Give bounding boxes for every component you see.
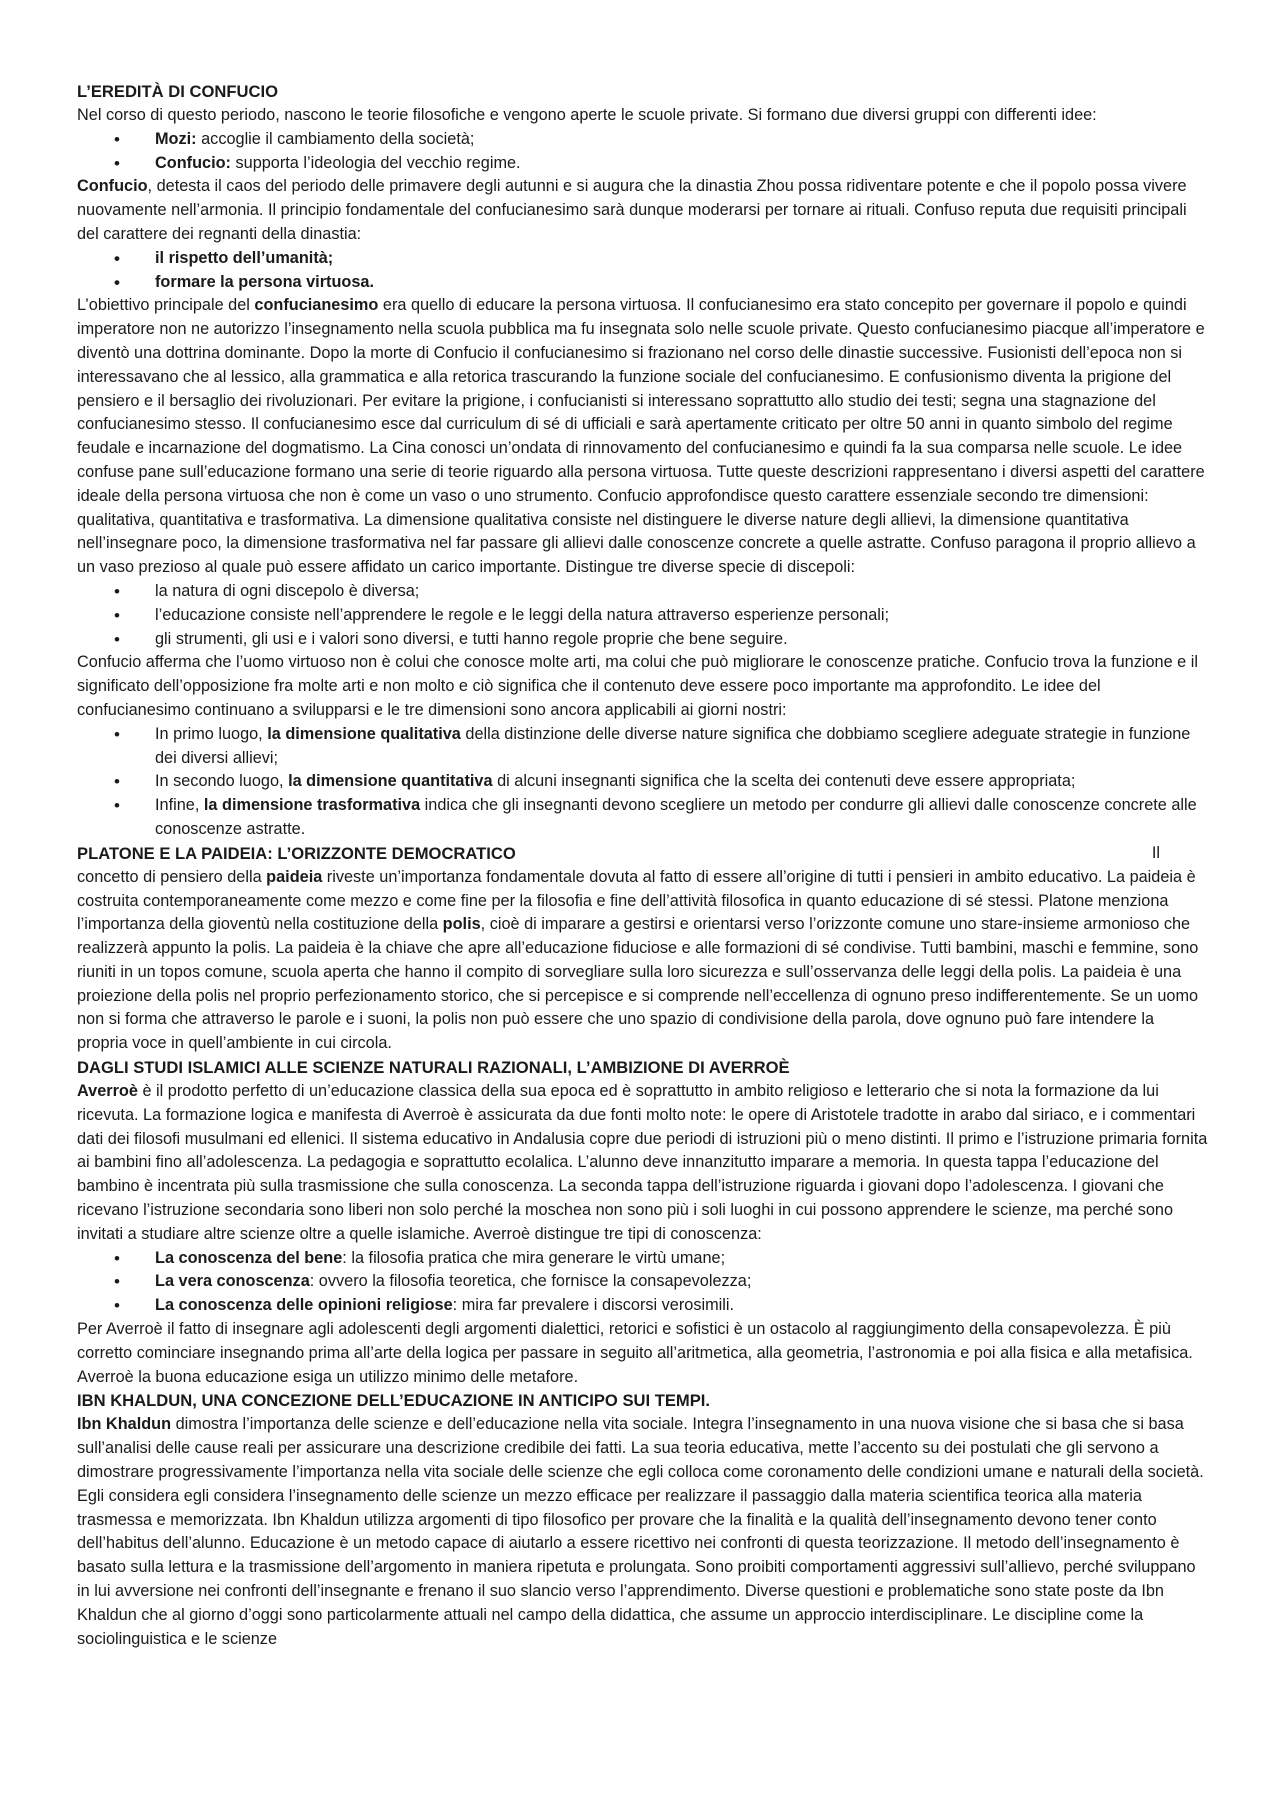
paragraph-text: , detesta il caos del periodo delle primavere degli autunni e si augura che la dinastia Zhou possa ridiventare potente e che il popolo possa vivere nuovamente nell’armonia. Il principio fondamentale del confucianesimo sarà dunque moderarsi per tornare ai rituali. Confuso reputa due requisiti principali del carattere dei regnanti della dinastia:: [77, 177, 1187, 243]
bullet-list-groups: [77, 128, 1208, 176]
paragraph: [77, 1413, 1208, 1651]
list-item-text: accoglie il cambiamento della società;: [196, 129, 475, 148]
paragraph-text: L’obiettivo principale del: [77, 296, 255, 315]
bold-term: La conoscenza del bene: [155, 1248, 343, 1267]
bold-term: polis: [442, 915, 481, 934]
bold-term: confucianesimo: [254, 296, 379, 315]
list-item: [155, 723, 1208, 771]
list-item-text: della distinzione delle diverse nature significa che dobbiamo scegliere adeguate strategie in funzione dei diversi allievi;: [155, 724, 1191, 767]
paragraph-text: concetto di pensiero della: [77, 867, 267, 886]
bold-term: Confucio:: [155, 153, 231, 172]
section-title-khaldun: IBN KHALDUN, UNA CONCEZIONE DELL’EDUCAZIONE IN ANTICIPO SUI TEMPI.: [77, 1391, 711, 1411]
bold-term: la dimensione trasformativa: [203, 796, 421, 815]
section-title-platone: PLATONE E LA PAIDEIA: L’ORIZZONTE DEMOCRATICO: [77, 843, 516, 863]
bullet-list-requisiti: [77, 247, 1208, 295]
list-item-text: Infine,: [155, 796, 204, 815]
paragraph: [77, 294, 1208, 580]
list-item: • gli strumenti, gli usi e i valori sono diversi, e tutti hanno regole proprie che bene seguire.: [155, 628, 1208, 652]
list-item: [155, 1270, 1208, 1294]
section-title-confucio: L’EREDITÀ DI CONFUCIO: [77, 82, 278, 101]
paragraph-text: era quello di educare la persona virtuosa. Il confucianesimo era stato concepito per governare il popolo e quindi imperatore non ne autorizzo l’insegnamento nella scuola pubblica ma fu insegnata solo nelle scuole private. Questo confucianesimo piacque all’imperatore e diventò una dottrina dominante. Dopo la morte di Confucio il confucianesimo si frazionano nel corso delle dinastie successive. Fusionisti dell’epoca non si interessavano che al lessico, alla grammatica e alla retorica trascurando la funzione sociale del confucianesimo. E confusionismo diventa la prigione del pensiero e il bersaglio dei rivoluzionari. Per evitare la prigione, i confucianisti si interessano soprattutto allo studio dei testi; segna una stagnazione del confucianesimo stesso. Il confucianesimo esce dal curriculum di sé di ufficiali e sarà apertamente criticato per oltre 50 anni in quanto simbolo del regime feudale e incarnazione del dogmatismo. La Cina conosci un’ondata di rinnovamento del confucianesimo e quindi fa la sua comparsa nelle scuole. Le idee confuse pane sull’educazione formano una serie di teorie riguardo alla persona virtuosa. Tutte queste descrizioni rappresentano i diversi aspetti del carattere ideale della persona virtuosa che non è come un vaso o uno strumento. Confucio approfondisce questo carattere essenziale secondo tre dimensioni: qualitativa, quantitativa e trasformativa. La dimensione qualitativa consiste nel distinguere le diverse nature degli allievi, la dimensione quantitativa nell’insegnare poco, la dimensione trasformativa nel far passare gli allievi dalle conoscenze concrete a quelle astratte. Confuso paragona il proprio allievo a un vaso prezioso al quale può essere affidato un carico importante. Distingue tre diverse specie di discepoli:: [77, 296, 1205, 577]
paragraph: Per Averroè il fatto di insegnare agli adolescenti degli argomenti dialettici, retorici e sofistici è un ostacolo al raggiungimento della consapevolezza. È più corretto cominciare insegnando prima all’arte della logica per passare in seguito all’aritmetica, alla geometria, l’astronomia e poi alla fisica e alla metafisica. Averroè la buona educazione esiga un utilizzo minimo delle metafore.: [77, 1320, 1193, 1386]
bold-term: La conoscenza delle opinioni religiose: [155, 1296, 453, 1315]
paragraph: Nel corso di questo periodo, nascono le teorie filosofiche e vengono aperte le scuole private. Si formano due diversi gruppi con differenti idee:: [77, 106, 1097, 124]
list-item: [155, 128, 1208, 152]
list-item-text: indica che gli insegnanti devono scegliere un metodo per condurre gli allievi dalle conoscenze concrete alle conoscenze astratte.: [155, 796, 1197, 838]
bold-term: Averroè: [77, 1082, 138, 1101]
section-heading-row-platone: [77, 842, 1208, 866]
bullet-list-conoscenze: [77, 1247, 1208, 1318]
bold-term: Mozi:: [155, 129, 197, 148]
paragraph: [77, 866, 1208, 1056]
paragraph: [77, 1080, 1208, 1247]
paragraph-text: riveste un’importanza fondamentale dovuta al fatto di essere all’origine di tutti i pensieri in ambito educativo. La paideia è costruita contemporaneamente come mezzo e come fine per la filosofia e fine dell’attività filosofica in quanto educazione di sé stessi. Platone menziona l’importanza della gioventù nella costituzione della: [77, 867, 1196, 934]
paragraph-text: è il prodotto perfetto di un’educazione classica della sua epoca ed è soprattutto in ambito religioso e letterario che si nota la formazione da lui ricevuta. La formazione logica e manifesta di Averroè è assicurata da due fonti molto note: le opere di Aristotele tradotte in arabo dal siriaco, e i commentari dati dei filosofi musulmani ed ellenici. Il sistema educativo in Andalusia copre due periodi di istruzioni più o meno distinti. Il primo e l’istruzione primaria fornita ai bambini fino all’adolescenza. La pedagogia e soprattutto ecolalica. L’alunno deve innanzitutto imparare a memoria. In questa tappa l’educazione del bambino è incentrata più sulla trasmissione che sulla conoscenza. La seconda tappa dell’istruzione riguarda i giovani dopo l’adolescenza. I giovani che ricevano l’istruzione secondaria sono liberi non solo perché la moschea non sono più i soli luoghi in cui possono apprendere le scienze, ma perché sono invitati a studiare altre scienze oltre a quelle islamiche. Averroè distingue tre tipi di conoscenza:: [77, 1082, 1208, 1243]
list-item: [155, 152, 1208, 176]
list-item-text: di alcuni insegnanti significa che la scelta dei contenuti deve essere appropriata;: [492, 772, 1076, 791]
list-item-text: : ovvero la filosofia teoretica, che fornisce la consapevolezza;: [309, 1272, 752, 1291]
bold-term: paideia: [266, 867, 323, 886]
heading-trailing-word: Il: [1151, 843, 1160, 862]
bullet-list-discepoli: [77, 580, 1208, 651]
list-item: [155, 770, 1208, 794]
paragraph-text: , cioè di imparare a gestirsi e orientarsi verso l’orizzonte comune uno stare-insieme armonioso che realizzerà appunto la polis. La paideia è la chiave che apre all’educazione fiduciose e alle formazioni di sé condivise. Tutti bambini, maschi e femmine, sono riuniti in un topos comune, scuola aperta che hanno il compito di sorvegliare sulla loro sicurezza e sull’osservanza delle leggi della polis. La paideia è una proiezione della polis nel proprio perfezionamento storico, che si percepisce e si comprende nell’eccellenza di ognuno preso indifferentemente. Se un uomo non si forma che attraverso le parole e i suoni, la polis non può essere che uno spazio di condivisione della parola, dove ognuno può fare intendere la propria voce in quell’ambiente in cui circola.: [77, 915, 1199, 1053]
list-item: • l’educazione consiste nell’apprendere le regole e le leggi della natura attraverso esperienze personali;: [155, 604, 1208, 628]
list-item-text: : mira far prevalere i discorsi verosimili.: [452, 1296, 735, 1315]
list-item-text: In primo luogo,: [155, 724, 268, 743]
section-title-averroe: DAGLI STUDI ISLAMICI ALLE SCIENZE NATURALI RAZIONALI, L’AMBIZIONE DI AVERROÈ: [77, 1058, 790, 1078]
bold-term: Confucio: [77, 177, 148, 196]
bold-term: la dimensione qualitativa: [267, 724, 461, 743]
list-item: • formare la persona virtuosa.: [155, 271, 1208, 295]
list-item: • il rispetto dell’umanità;: [155, 247, 1208, 271]
paragraph: Confucio afferma che l’uomo virtuoso non è colui che conosce molte arti, ma colui che può migliorare le conoscenze pratiche. Confucio trova la funzione e il significato dell’opposizione fra molte arti e non molto e ciò significa che il contenuto deve essere poco importante ma approfondito. Le idee del confucianesimo continuano a svilupparsi e le tre dimensioni sono ancora applicabili ai giorni nostri:: [77, 653, 1198, 719]
paragraph-text: dimostra l’importanza delle scienze e dell’educazione nella vita sociale. Integra l’insegnamento in una nuova visione che si basa che si basa sull’analisi delle cause reali per assicurare una descrizione credibile dei fatti. La sua teoria educativa, mette l’accento su dei postulati che gli servono a dimostrare progressivamente l’importanza nella vita sociale delle scienze che egli colloca come coronamento delle condizioni umane e naturali della società. Egli considera egli considera l’insegnamento delle scienze un mezzo efficace per realizzare il passaggio dalla materia scientifica teorica alla materia trasmessa e memorizzata. Ibn Khaldun utilizza argomenti di tipo filosofico per provare che la finalità e la qualità dell’insegnamento devono tener conto dell’habitus dell’alunno. Educazione è un metodo capace di aiutarlo a essere ricettivo nei confronti di questa teorizzazione. Il metodo dell’insegnamento è basato sulla lettura e la trasmissione dell’argomento in maniera ripetuta e prolungata. Sono proibiti comportamenti aggressivi sull’allievo, perché sviluppano in lui avversione nei confronti dell’insegnante e frenano il suo slancio verso l’apprendimento. Diverse questioni e problematiche sono state poste da Ibn Khaldun che al giorno d’oggi sono particolarmente attuali nel campo della didattica, che assume un approccio interdisciplinare. Le discipline come la sociolinguistica e le scienze: [77, 1415, 1204, 1648]
list-item: [155, 1294, 1208, 1318]
list-item-text: In secondo luogo,: [155, 772, 289, 791]
bullet-list-dimensioni: [77, 723, 1208, 842]
bold-term: la dimensione quantitativa: [288, 772, 493, 791]
list-item: [155, 794, 1208, 842]
bold-term: Ibn Khaldun: [77, 1415, 172, 1434]
list-item-text: : la filosofia pratica che mira generare le virtù umane;: [342, 1248, 726, 1267]
paragraph: [77, 175, 1208, 246]
list-item-text: supporta l’ideologia del vecchio regime.: [230, 153, 521, 172]
list-item: • la natura di ogni discepolo è diversa;: [155, 580, 1208, 604]
bold-term: La vera conoscenza: [155, 1272, 310, 1291]
list-item: [155, 1247, 1208, 1271]
